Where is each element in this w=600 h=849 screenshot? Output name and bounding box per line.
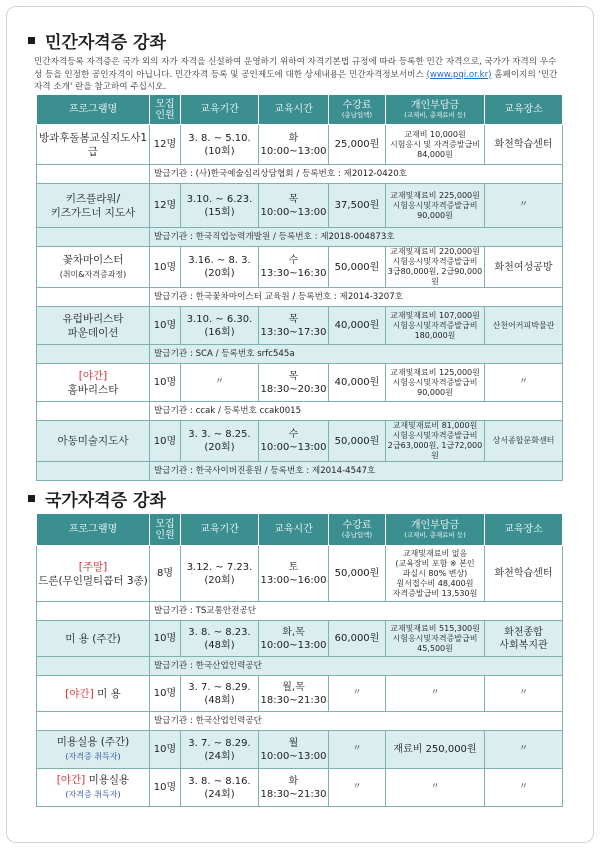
course-place: 〃 xyxy=(485,731,563,769)
course-name: 유럽바리스타 파운데이션 xyxy=(37,307,150,345)
course-name: 키즈플라워/ 키즈가드너 지도사 xyxy=(37,184,150,228)
recruit-count: 12명 xyxy=(150,125,181,165)
course-name: [야간] 홈바리스타 xyxy=(37,364,150,402)
table-row[interactable] xyxy=(37,731,563,769)
recruit-count: 10명 xyxy=(150,421,181,462)
personal-cost: 교재및재료비 107,000원 시험응시및자격증발급비 180,000원 xyxy=(386,307,485,345)
table-header-row xyxy=(37,95,563,125)
course-time: 토 13:00~16:00 xyxy=(259,546,329,602)
section-title-text: 민간자격증 강좌 xyxy=(45,33,166,53)
table-row[interactable] xyxy=(37,247,563,288)
course-fee: 50,000원 xyxy=(329,247,386,288)
section-title-national xyxy=(28,486,166,511)
course-fee: 〃 xyxy=(329,769,386,807)
personal-cost: 교재및재료비 없음 (교육장비 포함 ※ 본인 과실시 80% 변상) 원서접수비 48,400원 자격증발급비 13,530원 xyxy=(386,546,485,602)
issuer-text: 발급기관 : 한국사이버진흥원 / 등록번호 : 제2014-4547호 xyxy=(150,462,563,481)
course-place: 〃 xyxy=(485,364,563,402)
issuer-text: 발급기관 : 한국산업인력공단 xyxy=(150,712,563,731)
square-bullet-icon xyxy=(28,495,35,502)
recruit-count: 10명 xyxy=(150,731,181,769)
course-period: 3. 8. ~ 8.23. (48회) xyxy=(181,621,259,657)
header-period: 교육기간 xyxy=(181,95,259,125)
header-time: 교육시간 xyxy=(259,514,329,546)
course-place: 화천학습센터 xyxy=(485,546,563,602)
issuer-row xyxy=(37,228,563,247)
course-time: 수 13:30~16:30 xyxy=(259,247,329,288)
course-name: 아동미술지도사 xyxy=(37,421,150,462)
header-recruit: 모집 인원 xyxy=(150,514,181,546)
issuer-text: 발급기관 : SCA / 등록번호 srfc545a xyxy=(150,345,563,364)
course-time: 화,목 10:00~13:00 xyxy=(259,621,329,657)
issuer-text: 발급기관 : TS교통안전공단 xyxy=(150,602,563,621)
course-place: 상서종합문화센터 xyxy=(485,421,563,462)
course-fee: 37,500원 xyxy=(329,184,386,228)
issuer-row xyxy=(37,345,563,364)
personal-cost: 교재및재료비 81,000원 시험응시및자격증발급비 2급63,000원, 1급72,000원 xyxy=(386,421,485,462)
table-header-row xyxy=(37,514,563,546)
course-fee: 50,000원 xyxy=(329,421,386,462)
course-time: 목 13:30~17:30 xyxy=(259,307,329,345)
table-row[interactable] xyxy=(37,307,563,345)
course-fee: 25,000원 xyxy=(329,125,386,165)
course-place: 화천학습센터 xyxy=(485,125,563,165)
personal-cost: 〃 xyxy=(386,676,485,712)
table-row[interactable] xyxy=(37,421,563,462)
issuer-row xyxy=(37,462,563,481)
issuer-text: 발급기관 : ccak / 등록번호 ccak0015 xyxy=(150,402,563,421)
recruit-count: 10명 xyxy=(150,621,181,657)
personal-cost: 교재비 10,000원 시험응시 및 자격증발급비 84,000원 xyxy=(386,125,485,165)
personal-cost: 교재및재료비 220,000원 시험응시및자격증발급비 3급80,000원, 2급90,000원 xyxy=(386,247,485,288)
course-fee: 50,000원 xyxy=(329,546,386,602)
recruit-count: 10명 xyxy=(150,364,181,402)
issuer-text: 발급기관 : 한국산업인력공단 xyxy=(150,657,563,676)
course-period: 3.10. ~ 6.30. (16회) xyxy=(181,307,259,345)
issuer-row xyxy=(37,712,563,731)
course-period: 〃 xyxy=(181,364,259,402)
course-place: 화천여성공방 xyxy=(485,247,563,288)
course-place: 산천어커피박물관 xyxy=(485,307,563,345)
recruit-count: 12명 xyxy=(150,184,181,228)
course-place: 〃 xyxy=(485,184,563,228)
issuer-text: 발급기관 : 한국꽃차마이스터 교육원 / 등록번호 : 제2014-3207호 xyxy=(150,288,563,307)
course-fee: 〃 xyxy=(329,731,386,769)
course-time: 월,목 18:30~21:30 xyxy=(259,676,329,712)
table-row[interactable] xyxy=(37,184,563,228)
intro-text: 민간자격등록 자격증은 국가 외의 자가 자격을 신설하여 운영하기 위하여 자격기본법 규정에 따라 등록한 민간 자격으로, 국가가 자격의 우수성 등을 인정한 공인자격이 아닙니다. 민간자격 등록 및 공인제도에 대한 상세내용은 민간자격정보서비스 xyxy=(34,57,557,80)
course-place: 〃 xyxy=(485,769,563,807)
course-place: 〃 xyxy=(485,676,563,712)
issuer-row xyxy=(37,288,563,307)
section-title-private xyxy=(28,28,166,53)
personal-cost: 교재및재료비 125,000원 시험응시및자격증발급비 90,000원 xyxy=(386,364,485,402)
table-row[interactable] xyxy=(37,676,563,712)
issuer-row xyxy=(37,602,563,621)
course-time: 화 10:00~13:00 xyxy=(259,125,329,165)
course-period: 3.12. ~ 7.23. (20회) xyxy=(181,546,259,602)
course-period: 3. 3. ~ 8.25. (20회) xyxy=(181,421,259,462)
course-fee: 〃 xyxy=(329,676,386,712)
intro-paragraph xyxy=(34,56,562,94)
issuer-text: 발급기관 : (사)한국예술심리상담협회 / 등록번호 : 제2012-0420호 xyxy=(150,165,563,184)
course-period: 3.16. ~ 8. 3. (20회) xyxy=(181,247,259,288)
table-row[interactable] xyxy=(37,125,563,165)
issuer-row xyxy=(37,657,563,676)
personal-cost: 〃 xyxy=(386,769,485,807)
header-recruit: 모집 인원 xyxy=(150,95,181,125)
course-period: 3. 7. ~ 8.29. (48회) xyxy=(181,676,259,712)
course-name: [주말] 드론(무인멀티콥터 3종) xyxy=(37,546,150,602)
course-fee: 60,000원 xyxy=(329,621,386,657)
course-fee: 40,000원 xyxy=(329,364,386,402)
course-name: 방과후돌봄교실지도사1급 xyxy=(37,125,150,165)
table-row[interactable] xyxy=(37,769,563,807)
course-name: 미 용 (주간) xyxy=(37,621,150,657)
section-title-text: 국가자격증 강좌 xyxy=(45,491,166,511)
header-program: 프로그램명 xyxy=(37,95,150,125)
table-row[interactable] xyxy=(37,546,563,602)
national-course-table xyxy=(36,513,563,807)
private-course-table xyxy=(36,94,563,481)
course-fee: 40,000원 xyxy=(329,307,386,345)
personal-cost: 교재및재료비 225,000원 시험응시및자격증발급비 90,000원 xyxy=(386,184,485,228)
header-personal: 개인부담금 (교재비, 총재료비 등) xyxy=(386,514,485,546)
recruit-count: 10명 xyxy=(150,247,181,288)
course-time: 목 18:30~20:30 xyxy=(259,364,329,402)
header-place: 교육장소 xyxy=(485,95,563,125)
course-time: 월 10:00~13:00 xyxy=(259,731,329,769)
course-time: 수 10:00~13:00 xyxy=(259,421,329,462)
course-name: 꽃차마이스터 (취미&자격증과정) xyxy=(37,247,150,288)
course-period: 3.10. ~ 6.23. (15회) xyxy=(181,184,259,228)
course-period: 3. 8. ~ 5.10. (10회) xyxy=(181,125,259,165)
intro-text-2: 홈페이지의 '민간자격 소개' 란을 참고하여 주십시오. xyxy=(34,69,558,93)
recruit-count: 10명 xyxy=(150,307,181,345)
header-period: 교육기간 xyxy=(181,514,259,546)
recruit-count: 8명 xyxy=(150,546,181,602)
square-bullet-icon xyxy=(28,37,35,44)
recruit-count: 10명 xyxy=(150,676,181,712)
header-time: 교육시간 xyxy=(259,95,329,125)
personal-cost: 교재및재료비 515,300원 시험응시및자격증발급비 45,500원 xyxy=(386,621,485,657)
course-period: 3. 8. ~ 8.16. (24회) xyxy=(181,769,259,807)
header-fee: 수강료 (총납입액) xyxy=(329,514,386,546)
course-period: 3. 7. ~ 8.29. (24회) xyxy=(181,731,259,769)
course-name: 미용실용 (주간) (자격증 취득자) xyxy=(37,731,150,769)
course-name: [야간] 미 용 xyxy=(37,676,150,712)
issuer-row xyxy=(37,402,563,421)
issuer-row xyxy=(37,165,563,184)
header-personal: 개인부담금 (교재비, 총재료비 등) xyxy=(386,95,485,125)
personal-cost: 재료비 250,000원 xyxy=(386,731,485,769)
header-program: 프로그램명 xyxy=(37,514,150,546)
recruit-count: 10명 xyxy=(150,769,181,807)
table-row[interactable] xyxy=(37,364,563,402)
course-name: [야간] 미용실용 (자격증 취득자) xyxy=(37,769,150,807)
course-time: 화 18:30~21:30 xyxy=(259,769,329,807)
course-time: 목 10:00~13:00 xyxy=(259,184,329,228)
pqi-link[interactable]: (www.pqi.or.kr) xyxy=(426,69,492,80)
course-place: 화천종합 사회복지관 xyxy=(485,621,563,657)
header-fee: 수강료 (총납입액) xyxy=(329,95,386,125)
table-row[interactable] xyxy=(37,621,563,657)
issuer-text: 발급기관 : 한국직업능력개발원 / 등록번호 : 제2018-004873호 xyxy=(150,228,563,247)
header-place: 교육장소 xyxy=(485,514,563,546)
